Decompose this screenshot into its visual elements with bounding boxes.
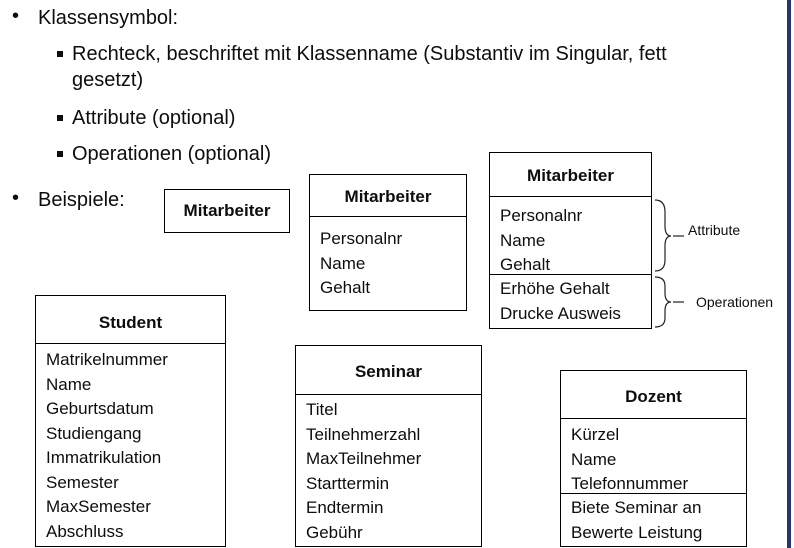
class-divider (561, 418, 746, 419)
sub-bullet-text: Rechteck, beschriftet mit Klassenname (Substantiv im Singular, fett (72, 43, 667, 65)
attribute-list (571, 423, 688, 497)
class-box-student (35, 295, 226, 547)
class-name: Mitarbeiter (183, 201, 271, 220)
attribute: Studiengang (46, 423, 142, 443)
operation: Drucke Ausweis (500, 303, 621, 323)
attribute: Gehalt (500, 255, 551, 274)
class-divider (296, 394, 481, 395)
attribute: Name (571, 449, 617, 469)
class-name: Dozent (625, 387, 682, 406)
attribute: Personalnr (320, 229, 403, 248)
sub-bullet-text: gesetzt) (72, 69, 144, 91)
attribute-list (46, 348, 168, 544)
class-name: Seminar (354, 362, 423, 381)
attribute: Abschluss (46, 521, 124, 541)
operation-list (571, 496, 702, 545)
attribute: Semester (46, 472, 119, 492)
attribute: Gehalt (320, 278, 371, 297)
attribute: Starttermin (306, 473, 390, 493)
operation: Bewerte Leistung (571, 522, 703, 542)
attribute: Name (320, 253, 366, 273)
class-box-dozent (560, 370, 747, 547)
class-divider (36, 343, 225, 344)
attribute: Endtermin (306, 498, 384, 517)
attribute-brace (655, 200, 671, 271)
attribute-annotation: Attribute (688, 222, 741, 238)
operation-divider (561, 493, 746, 494)
attribute: Telefonnummer (571, 474, 689, 493)
sub-bullet-text: Operationen (optional) (72, 143, 272, 165)
attribute: Geburtsdatum (46, 399, 154, 418)
operations-annotation: Operationen (696, 294, 774, 310)
attribute: Personalnr (500, 206, 583, 225)
attribute: Titel (306, 400, 338, 419)
attribute: Matrikelnummer (46, 350, 168, 369)
bullet-dot: • (12, 5, 20, 27)
bullet-text: Klassensymbol: (38, 7, 179, 29)
bullet-dot: • (12, 187, 20, 209)
attribute: MaxTeilnehmer (306, 449, 422, 468)
attribute: Name (500, 230, 546, 250)
attribute: Immatrikulation (46, 448, 162, 467)
attribute: Kürzel (571, 425, 620, 444)
class-name: Mitarbeiter (527, 166, 614, 185)
bullet-text: Beispiele: (38, 189, 125, 211)
operation: Erhöhe Gehalt (500, 279, 610, 298)
attribute-list (306, 398, 421, 545)
attribute: Gebühr (306, 522, 363, 542)
operations-brace (655, 277, 671, 327)
sub-bullet-text: Attribute (optional) (72, 107, 236, 129)
attribute: Teilnehmerzahl (306, 424, 421, 444)
class-name: Student (98, 313, 163, 332)
class-name: Mitarbeiter (344, 187, 432, 206)
class-box-seminar (295, 345, 482, 547)
operation: Biete Seminar an (571, 498, 702, 517)
attribute: MaxSemester (46, 497, 151, 516)
attribute: Name (46, 374, 92, 394)
